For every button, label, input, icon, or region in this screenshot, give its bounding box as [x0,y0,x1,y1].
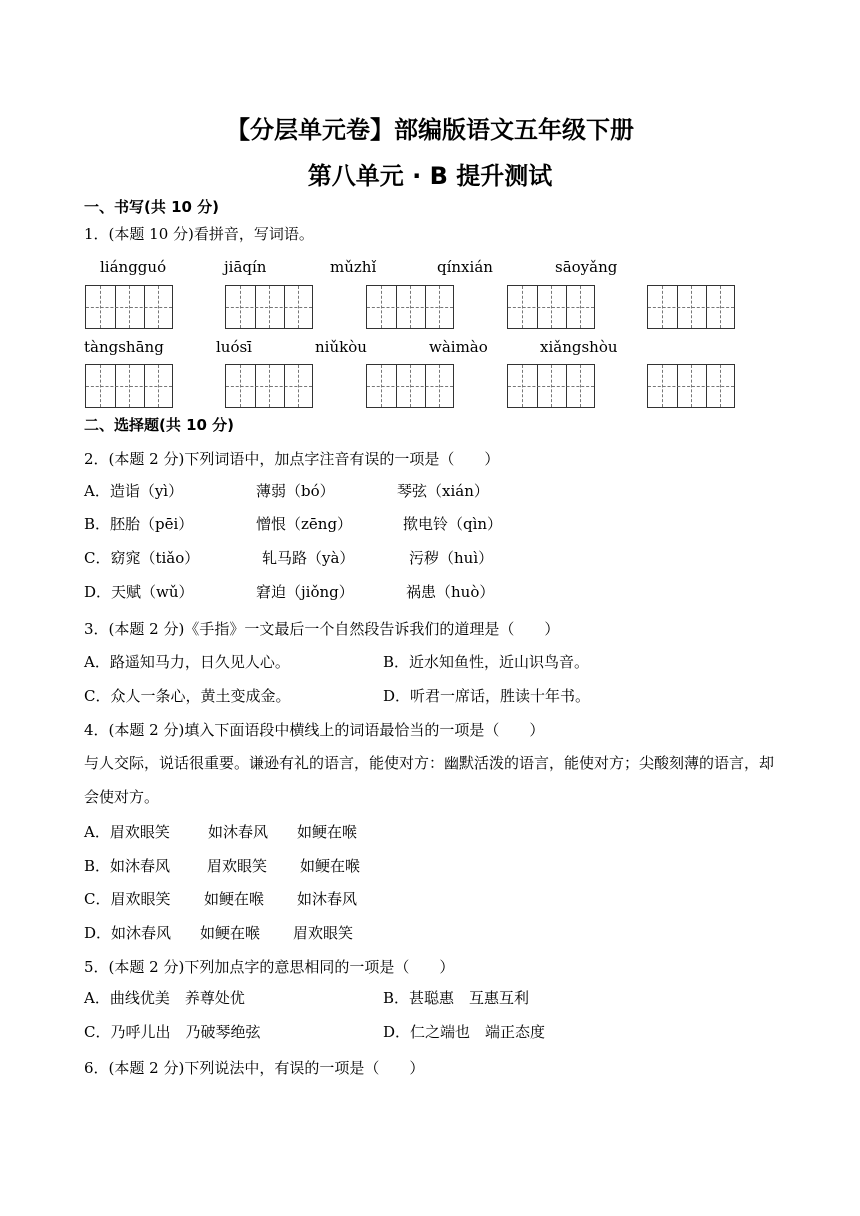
q6-stem: 6．(本题 2 分)下列说法中，有误的一项是（ ） [84,1059,425,1077]
pinyin: mǔzhǐ [330,258,377,276]
section-1-heading: 一、书写(共 10 分) [84,198,220,216]
q4-option: 如沐春风 [297,890,358,908]
q3-option-a: A．路遥知马力，日久见人心。 [84,653,290,671]
q5-option-a: A．曲线优美 养尊处优 [84,989,245,1007]
pinyin: sāoyǎng [555,258,618,276]
q2-option: B．胚胎（pēi） [84,515,194,533]
pinyin: wàimào [429,338,488,356]
q3-option-d: D．听君一席话，胜读十年书。 [383,687,591,705]
pinyin: jiāqín [224,258,267,276]
pinyin: tàngshāng [84,338,164,356]
q1-stem: 1．(本题 10 分)看拼音，写词语。 [84,225,314,243]
writing-grid[interactable] [225,364,313,408]
q2-option: A．造诣（yì） [84,482,184,500]
pinyin: liángguó [100,258,167,276]
q5-option-c: C．乃呼儿出 乃破琴绝弦 [84,1023,261,1041]
q3-option-c: C．众人一条心，黄土变成金。 [84,687,291,705]
pinyin: niǔkòu [315,338,367,356]
writing-grid[interactable] [366,364,454,408]
q4-option: 如沐春风 [208,823,269,841]
q4-option: 眉欢眼笑 [207,857,268,875]
title-line-1: 【分层单元卷】部编版语文五年级下册 [226,116,634,144]
pinyin: luósī [216,338,252,356]
q4-option: 如鲠在喉 [300,857,361,875]
q2-option: 薄弱（bó） [256,482,335,500]
q2-option: 祸患（huò） [406,583,495,601]
q4-option: 如鲠在喉 [204,890,265,908]
q5-option-d: D．仁之端也 端正态度 [383,1023,546,1041]
writing-grid[interactable] [647,364,735,408]
q3-stem: 3．(本题 2 分)《手指》一文最后一个自然段告诉我们的道理是（ ） [84,620,560,638]
q2-stem: 2．(本题 2 分)下列词语中，加点字注音有误的一项是（ ） [84,450,500,468]
q4-option: D．如沐春风 [84,924,172,942]
q2-option: D．天赋（wǔ） [84,583,194,601]
q2-option: C．窈窕（tiǎo） [84,549,200,567]
q2-option: 琴弦（xián） [397,482,489,500]
title-line-2: 第八单元 · B 提升测试 [307,162,553,190]
q2-option: 揿电铃（qìn） [403,515,503,533]
q2-option: 窘迫（jiǒng） [256,583,354,601]
section-2-heading: 二、选择题(共 10 分) [84,416,235,434]
writing-grid[interactable] [85,364,173,408]
writing-grid[interactable] [366,285,454,329]
q4-passage: 与人交际，说话很重要。谦逊有礼的语言，能使对方：幽默活泼的语言，能使对方；尖酸刻薄的语言，却会使对方。 [84,754,775,806]
q4-option: C．眉欢眼笑 [84,890,171,908]
writing-grid[interactable] [85,285,173,329]
q3-option-b: B．近水知鱼性，近山识鸟音。 [383,653,590,671]
q5-option-b: B．甚聪惠 互惠互利 [383,989,530,1007]
q2-option: 污秽（huì） [409,549,494,567]
writing-grid[interactable] [647,285,735,329]
q4-option: A．眉欢眼笑 [84,823,170,841]
q4-option: 如鲠在喉 [297,823,358,841]
pinyin: xiǎngshòu [540,338,618,356]
q5-stem: 5．(本题 2 分)下列加点字的意思相同的一项是（ ） [84,958,455,976]
q2-option: 轧马路（yà） [262,549,355,567]
q4-option: 眉欢眼笑 [293,924,354,942]
writing-grid[interactable] [507,285,595,329]
writing-grid[interactable] [225,285,313,329]
q4-option: B．如沐春风 [84,857,171,875]
pinyin: qínxián [437,258,493,276]
q4-stem: 4．(本题 2 分)填入下面语段中横线上的词语最恰当的一项是（ ） [84,721,545,739]
writing-grid[interactable] [507,364,595,408]
q4-option: 如鲠在喉 [200,924,261,942]
q2-option: 憎恨（zēng） [256,515,353,533]
